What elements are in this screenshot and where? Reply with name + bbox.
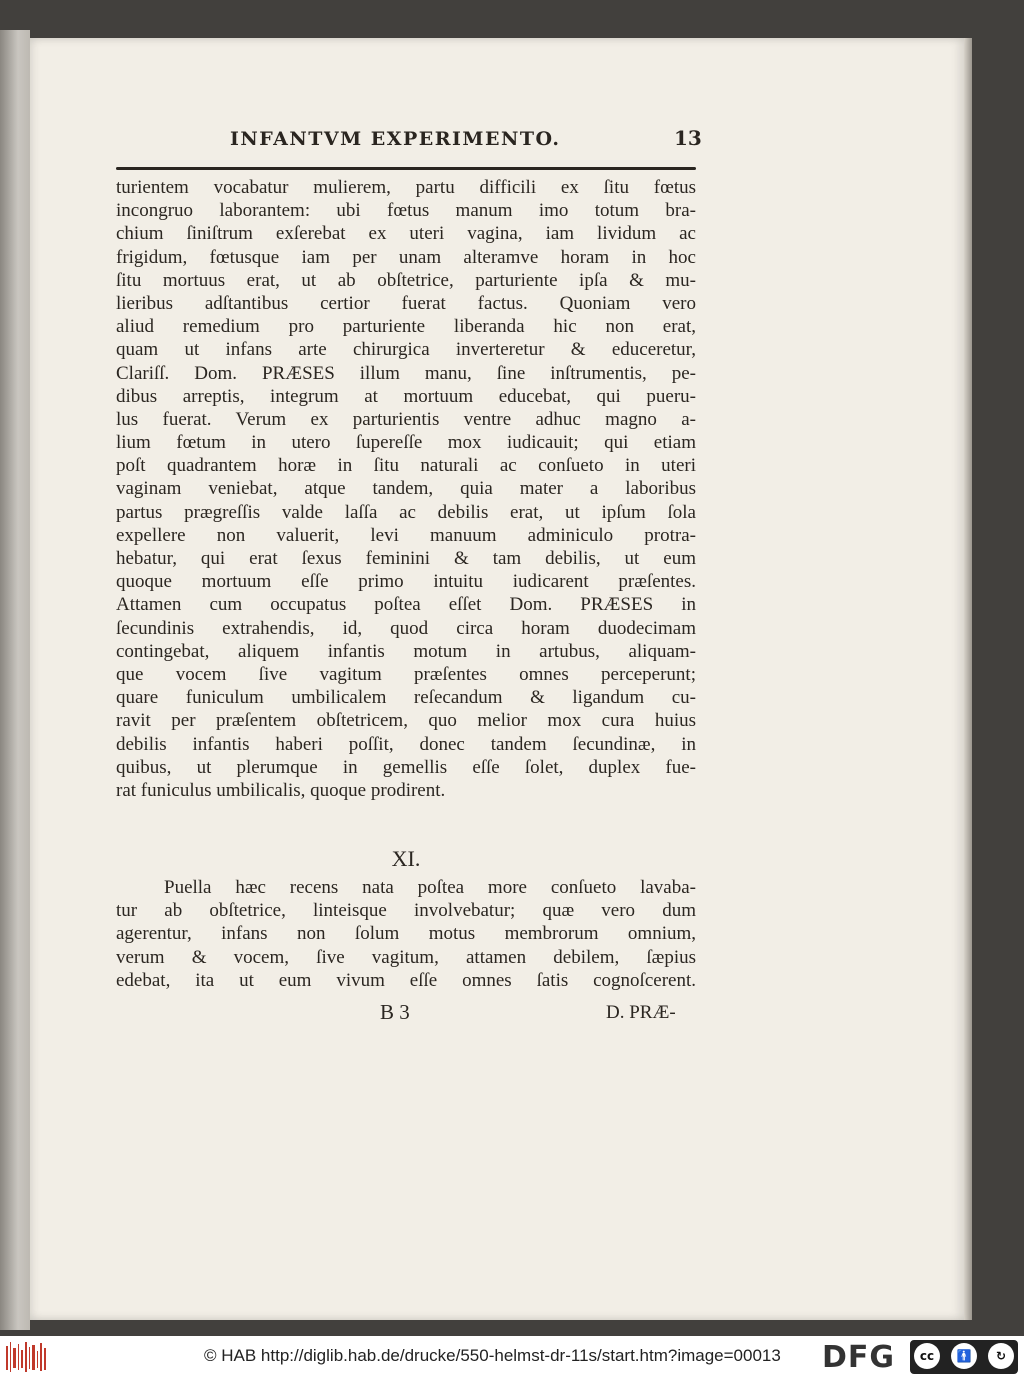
signature-mark: B 3 (380, 1000, 410, 1024)
running-head: INFANTVM EXPERIMENTO. (230, 128, 561, 150)
text-line: verum & vocem, ſive vagitum, attamen debilem, ſæpius (116, 946, 696, 968)
text-line: Attamen cum occupatus poſtea eſſet Dom. PRÆSES in (116, 594, 696, 616)
text-line: turientem vocabatur mulierem, partu difficili ex ſitu fœtus (116, 177, 696, 198)
sa-icon: ↻ (988, 1343, 1014, 1369)
cc-icon: cc (914, 1343, 940, 1369)
text-line: lium fœtum in utero ſupereſſe mox iudicauit; qui etiam (116, 432, 696, 454)
text-line: debilis infantis haberi poſſit, donec tandem ſecundinæ, in (116, 733, 696, 755)
text-line: rat funiculus umbilicalis, quoque prodirent. (116, 779, 446, 801)
text-line: ſecundinis extrahendis, id, quod circa horam duodecimam (116, 617, 696, 639)
text-line: agerentur, infans non ſolum motus membrorum omnium, (116, 923, 696, 945)
catchword: D. PRÆ- (606, 1002, 676, 1023)
footer-bar (0, 1336, 1024, 1378)
text-line: quibus, ut plerumque in gemellis eſſe ſolet, duplex fue- (116, 756, 696, 778)
text-line: que vocem ſive vagitum præſentes omnes perceperunt; (116, 663, 696, 685)
body-text (116, 176, 696, 802)
text-line: poſt quadrantem horæ in ſitu naturali ac conſueto in uteri (116, 455, 696, 477)
dfg-logo: DFG (822, 1340, 896, 1375)
text-line: edebat, ita ut eum vivum eſſe omnes ſatis cognoſcerent. (116, 969, 696, 991)
text-line: lus fuerat. Verum ex parturientis ventre adhuc magno a- (116, 408, 696, 430)
section-heading: XI. (391, 846, 421, 871)
text-line: frigidum, fœtusque iam per unam alteramve horam in hoc (116, 246, 696, 268)
text-line: contingebat, aliquem infantis motum in artubus, aliquam- (116, 640, 696, 662)
barcode-icon (6, 1342, 48, 1372)
text-line: Clariſſ. Dom. PRÆSES illum manu, ſine inſtrumentis, pe- (116, 362, 696, 384)
text-line: hebatur, qui erat ſexus feminini & tam debilis, ut eum (116, 548, 696, 569)
section-body-text (116, 876, 696, 992)
text-line: partus prægreſſis valde laſſa ac debilis erat, ut ipſum ſola (116, 501, 696, 523)
text-line: vaginam veniebat, atque tandem, quia mater a laboribus (116, 478, 696, 500)
page-number: 13 (674, 126, 702, 150)
text-line: quoque mortuum eſſe primo intuitu iudicarent præſentes. (116, 571, 696, 593)
cc-license-badge[interactable] (910, 1340, 1018, 1374)
text-line: dibus arreptis, integrum at mortuum educebat, qui pueru- (116, 385, 696, 407)
page-edge-shadow (964, 38, 972, 1320)
text-line: quare funiculum umbilicalem reſecandum & ligandum cu- (116, 687, 696, 709)
by-icon: 🚹 (951, 1343, 977, 1369)
text-line: expellere non valuerit, levi manuum adminiculo protra- (116, 524, 696, 546)
previous-page-edge (0, 30, 30, 1330)
text-line: aliud remedium pro parturiente liberanda hic non erat, (116, 316, 696, 338)
text-line: tur ab obſtetrice, linteisque involvebatur; quæ vero dum (116, 900, 696, 922)
text-line: Puella hæc recens nata poſtea more conſueto lavaba- (164, 877, 696, 898)
text-line: chium ſiniſtrum exſerebat ex uteri vagina, iam lividum ac (116, 223, 696, 245)
text-line: incongruo laborantem: ubi fœtus manum imo totum bra- (116, 200, 696, 222)
text-line: lieribus adſtantibus certior fuerat factus. Quoniam vero (116, 292, 696, 314)
text-line: quam ut infans arte chirurgica inverteretur & educeretur, (116, 339, 696, 361)
footer-copyright-link[interactable]: © HAB http://diglib.hab.de/drucke/550-helmst-dr-11s/start.htm?image=00013 (204, 1346, 781, 1365)
text-line: ravit per præſentem obſtetricem, quo melior mox cura huius (116, 710, 696, 732)
head-rule (116, 167, 696, 170)
text-line: ſitu mortuus erat, ut ab obſtetrice, parturiente ipſa & mu- (116, 269, 696, 291)
